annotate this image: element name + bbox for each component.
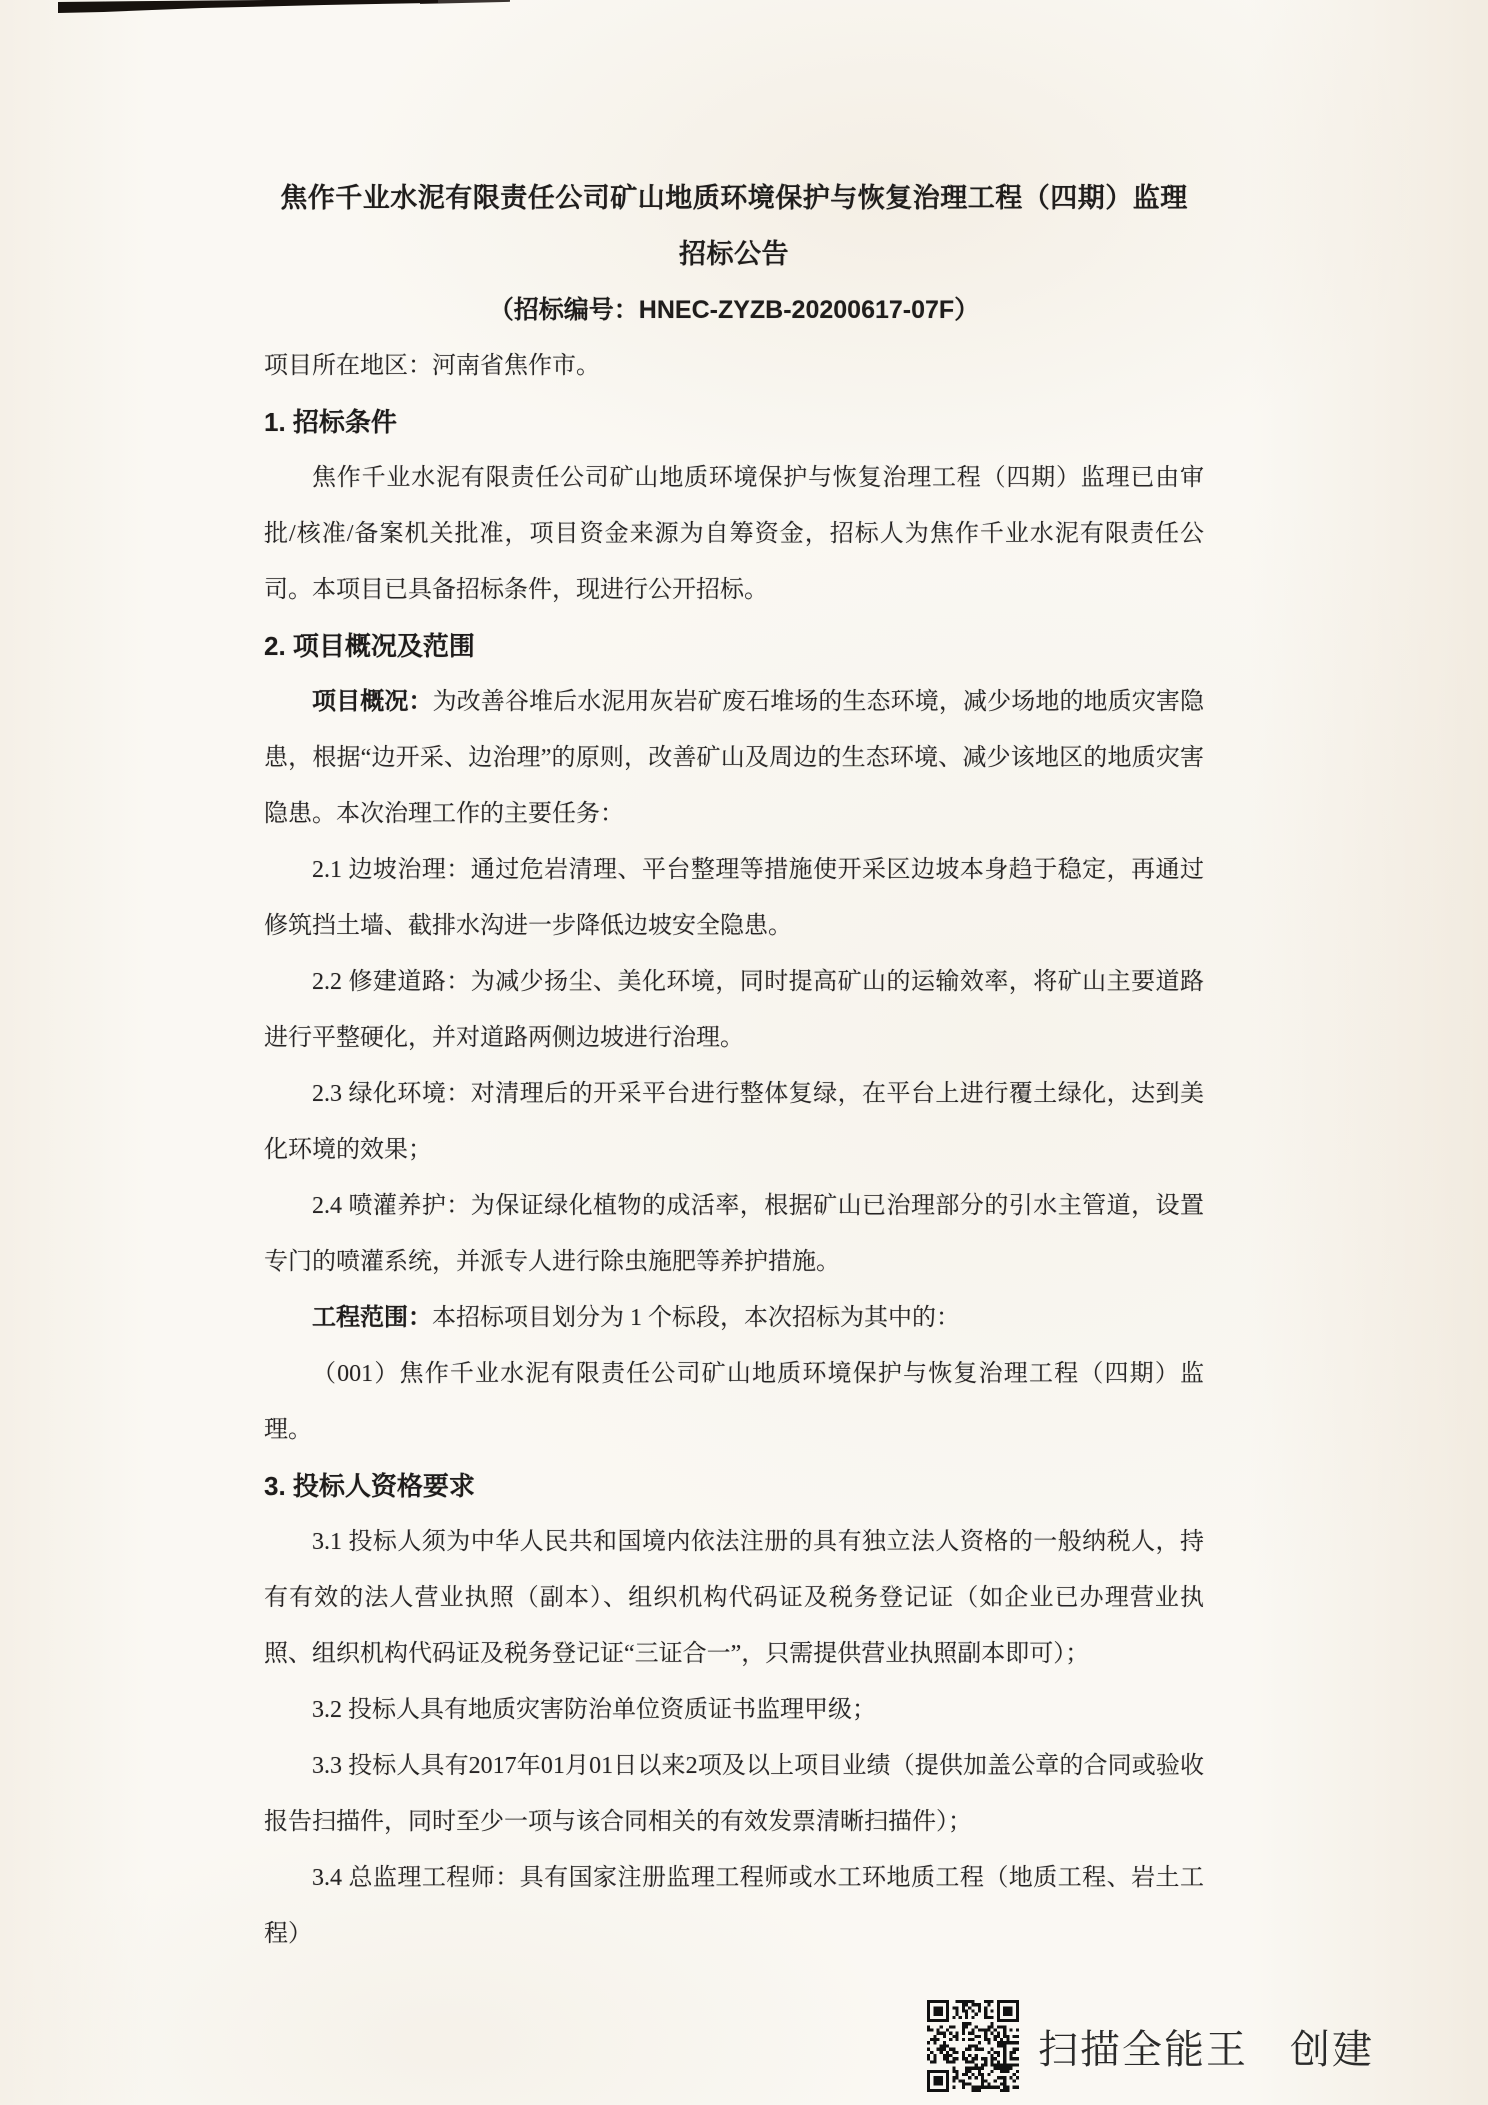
paragraph: 3.2 投标人具有地质灾害防治单位资质证书监理甲级； <box>312 1697 876 1723</box>
paragraph: 项目概况：为改善谷堆后水泥用灰岩矿废石堆场的生态环境，减少场地的地质灾害隐患，根据“边开采、边治理”的原则，改善矿山及周边的生态环境、减少该地区的地质灾害隐患。本次治理工作的主要任务： <box>264 689 1205 827</box>
scan-edge-artifact <box>58 0 438 13</box>
scanner-watermark <box>926 1999 1374 2093</box>
document-content <box>264 170 1204 1962</box>
paragraph: 3.3 投标人具有2017年01月01日以来2项及以上项目业绩（提供加盖公章的合同或验收报告扫描件，同时至少一项与该合同相关的有效发票清晰扫描件）； <box>264 1753 1204 1835</box>
paragraph: 项目所在地区：河南省焦作市。 <box>264 353 600 379</box>
document-body <box>264 338 1204 1962</box>
section-heading: 3. 投标人资格要求 <box>264 1471 475 1501</box>
qr-code-icon <box>926 2000 1020 2092</box>
document-subtitle: 招标公告 <box>679 239 789 269</box>
paragraph: 工程范围：本招标项目划分为 1 个标段，本次招标为其中的： <box>312 1305 960 1331</box>
paragraph-lead: 项目概况： <box>312 689 433 715</box>
section-heading: 1. 招标条件 <box>264 407 397 437</box>
paragraph: 3.4 总监理工程师：具有国家注册监理工程师或水工环地质工程（地质工程、岩土工程） <box>264 1865 1204 1947</box>
tender-number: （招标编号：HNEC-ZYZB-20200617-07F） <box>488 296 980 324</box>
scan-edge-artifact-tail <box>420 0 510 4</box>
paragraph: 2.1 边坡治理：通过危岩清理、平台整理等措施使开采区边坡本身趋于稳定，再通过修筑挡土墙、截排水沟进一步降低边坡安全隐患。 <box>264 857 1204 939</box>
paragraph: （001）焦作千业水泥有限责任公司矿山地质环境保护与恢复治理工程（四期）监理。 <box>264 1361 1204 1443</box>
paragraph: 2.4 喷灌养护：为保证绿化植物的成活率，根据矿山已治理部分的引水主管道，设置专门的喷灌系统，并派专人进行除虫施肥等养护措施。 <box>264 1193 1204 1275</box>
paragraph-lead: 工程范围： <box>312 1305 432 1331</box>
paragraph: 2.2 修建道路：为减少扬尘、美化环境，同时提高矿山的运输效率，将矿山主要道路进行平整硬化，并对道路两侧边坡进行治理。 <box>264 969 1204 1051</box>
paragraph: 焦作千业水泥有限责任公司矿山地质环境保护与恢复治理工程（四期）监理已由审批/核准/备案机关批准，项目资金来源为自筹资金，招标人为焦作千业水泥有限责任公司。本项目已具备招标条件，现进行公开招标。 <box>264 465 1204 603</box>
scanner-app-label: 扫描全能王 创建 <box>1038 2027 1374 2072</box>
paragraph: 3.1 投标人须为中华人民共和国境内依法注册的具有独立法人资格的一般纳税人，持有有效的法人营业执照（副本）、组织机构代码证及税务登记证（如企业已办理营业执照、组织机构代码证及税务登记证“三证合一”，只需提供营业执照副本即可）； <box>264 1529 1204 1667</box>
paragraph: 2.3 绿化环境：对清理后的开采平台进行整体复绿，在平台上进行覆土绿化，达到美化环境的效果； <box>264 1081 1204 1163</box>
document-title: 焦作千业水泥有限责任公司矿山地质环境保护与恢复治理工程（四期）监理 <box>280 183 1188 213</box>
section-heading: 2. 项目概况及范围 <box>264 631 475 661</box>
